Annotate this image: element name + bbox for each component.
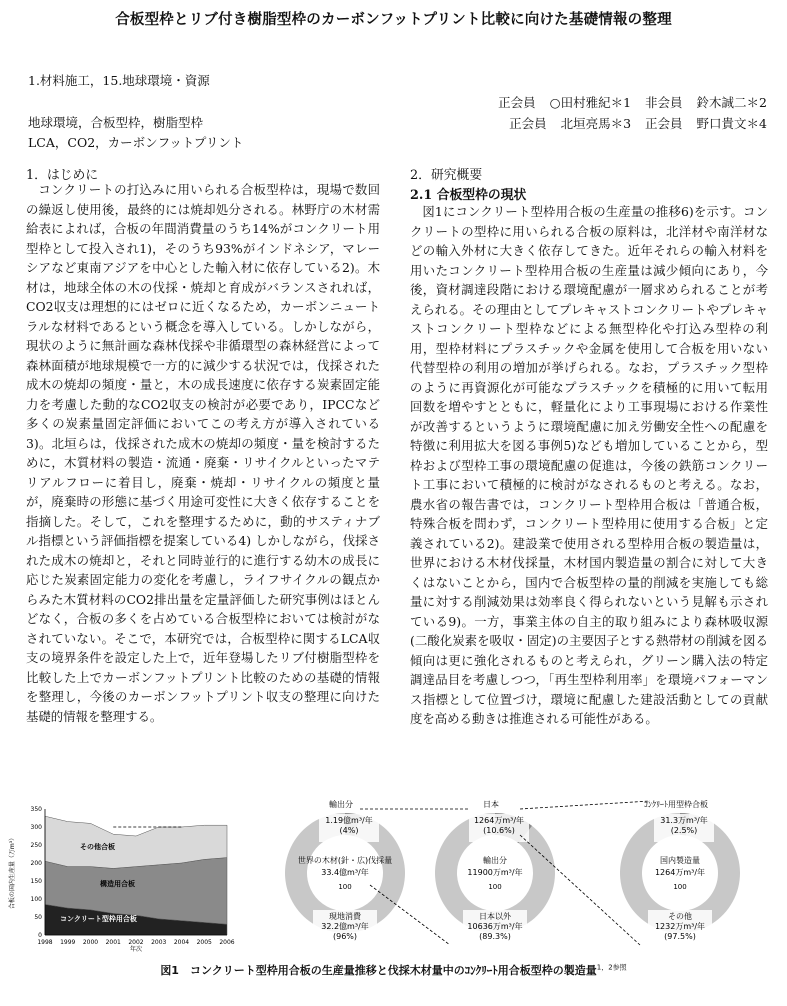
area-chart — [8, 806, 235, 953]
series-label: コンクリート型枠用合板 — [60, 915, 137, 923]
donut-slice-value: 1.19億m³/年 — [325, 816, 373, 825]
x-tick-label: 2001 — [105, 939, 121, 946]
y-tick-label: 150 — [30, 878, 42, 885]
section-2-heading: 2．研究概要 — [410, 168, 483, 183]
section-2-1-heading: 2.1 合板型枠の現状 — [410, 188, 527, 203]
donut-slice-pct: (97.5%) — [664, 932, 696, 941]
donut-slice-name: 日本 — [483, 800, 499, 809]
x-tick-label: 2000 — [82, 939, 99, 946]
donut-center-pct: 100 — [673, 883, 687, 891]
author-name: 野口貴文＊4 — [696, 116, 767, 131]
donut-slice-name: ｺﾝｸﾘｰﾄ用型枠合板 — [644, 800, 708, 809]
series-label: その他合板 — [80, 843, 115, 851]
donut-slice-value: 1264万m³/年 — [473, 816, 525, 825]
classification: 1.材料施工，15.地球環境・資源 — [28, 73, 210, 88]
donut-slice-value: 31.3万m³/年 — [660, 816, 708, 825]
figure-caption-ref: 1，2参照 — [596, 963, 627, 972]
section-2-paragraph: 図1にコンクリート型枠用合板の生産量の推移6)を示す。コンクリートの型枠に用いられる合板の原料は，北洋材や南洋材などの輸入外材に大きく依存してきた。近年それらの輸入材料を用いたコンクリート型枠用合板の生産量は減少傾向にあり，今後，資材調達段階における環境配慮が一層求められることが考えられる。その理由としてプレキャストコンクリートやプレキャストコンクリート型枠などによる無型枠化や打込み型枠の利用，型枠材料にプラスチックや金属を使用して合板を用いない代替型枠の利用の増加が挙げられる。なお，プラスチック型枠のように再資源化が可能なプラスチックを積極的に用いて転用回数を増やすとともに，軽量化により工事現場における作業性が改善するというように環境配慮に加え労働安全性への配慮を特徴に利用拡大を図る事例5)なども増加していることから，型枠および型枠工事の環境配慮の促進は，今後の鉄筋コンクリート工事において積極的に検討がなされるものと考える。なお，農水省の報告書では，コンクリート型枠用合板は「普通合板，特殊合板を問わず，コンクリート型枠用に使用する合板」と定義されている2)。建設業で使用される型枠用合板の製造量は，世界における木材伐採量，木材国内製造量の割合に対して大きくはないことから，国内で合板型枠の量的削減を実施しても総量に対する削減効果は効率良く得られないという見解も示されている9)。一方，事業主体の自主的取り組みにより森林吸収源(二酸化炭素を吸収・固定)の主要因子とする熱帯材の削減を図る傾向は更に強化されるものと考えられ，グリーン購入法の特定調達品目を考慮しつつ，「再生型枠利用率」を環境パフォーマンス指標として位置づけ，環境に配慮した建設活動としての貢献度を高める動きは推進される可能性がある。 — [410, 204, 768, 726]
author-role: 非会員 — [645, 95, 683, 110]
donut-center-value: 33.4億m³/年 — [321, 868, 369, 877]
donut-slice-pct: (96%) — [332, 932, 358, 941]
donut-center-value: 1264万m³/年 — [654, 868, 706, 877]
y-tick-label: 0 — [38, 932, 42, 939]
y-tick-label: 200 — [30, 860, 42, 867]
donut-slice-name: 現地消費 — [329, 912, 361, 921]
donut-slice-name: その他 — [668, 912, 692, 921]
x-axis-label: 年次 — [129, 946, 143, 953]
donut-center-value: 11900万m³/年 — [467, 868, 523, 877]
donut-slice-pct: (10.6%) — [483, 826, 515, 835]
donut-center-title: 国内製造量 — [660, 856, 700, 865]
section-2-body — [410, 202, 768, 729]
author-name: ○田村雅紀＊1 — [549, 95, 632, 110]
y-tick-label: 50 — [34, 914, 42, 921]
author-list — [498, 93, 767, 135]
donut-center-pct: 100 — [488, 883, 502, 891]
figure-caption — [0, 962, 787, 978]
author-row — [498, 114, 767, 135]
author-row — [498, 93, 767, 114]
author-role: 正会員 — [498, 95, 536, 110]
x-tick-label: 1998 — [37, 939, 53, 946]
x-tick-label: 2003 — [151, 939, 167, 946]
author-name: 鈴木誠二＊2 — [696, 95, 767, 110]
y-tick-label: 350 — [30, 806, 42, 813]
y-tick-label: 100 — [30, 896, 42, 903]
author-role: 正会員 — [645, 116, 683, 131]
x-tick-label: 2006 — [219, 939, 235, 946]
y-tick-label: 250 — [30, 842, 42, 849]
donut-slice-value: 1232万m³/年 — [654, 922, 706, 931]
section-1-paragraph: コンクリートの打込みに用いられる合板型枠は，現場で数回の繰返し使用後，最終的には焼却処分される。林野庁の木材需給表によれば，合板の年間消費量のうち14%がコンクリート用型枠として投入され1)，そのうち93%がインドネシア，マレーシアなど東南アジアを中心とした輸入材に依存している2)。木材は，地球全体の木の伐採・焼却と育成がバランスされれば，CO2収支は理想的にはゼロに近くなるため，カーボンニュートラルな材料であるという概念を導入している。しかしながら，現状のように無計画な森林伐採や非循環型の森林経営によって森林面積が地球規模で一方的に減少する状況では，伐採された成木の焼却の頻度・量と，木の成長速度に依存する炭素固定能力を考慮した動的なCO2収支の検討が必要であり，IPCCなど多くの炭素量固定評価においてこの考え方が導入されている3)。北垣らは，伐採された成木の焼却の頻度・量を検討するために，木質材料の製造・流通・廃棄・リサイクルといったマテリアルフローに着目し，廃棄・焼却・リサイクルの頻度と量が，廃棄時の形態に基づく用途可変性に大きく依存することを指摘した。そして，これを整理するために，動的サスティナブル指標という評価指標を提案している4) しかしながら，伐採された成木の焼却と，それと同時並行的に進行する幼木の成長に応じた炭素固定能力の変化を考慮し，ライフサイクルの観点からみた木質材料のCO2排出量を定量評価した研究事例はほとんどなく，合板の多くを占めている合板型枠においては検討がなされていない。そこで，本研究では，合板型枠に関するLCA収支の境界条件を設定した上で，近年登場したリブ付樹脂型枠を比較した上でカーボンフットプリント比較のための基礎的情報を整理し，今後のカーボンフットプリント収支の整理に向けた基礎的情報を整理する。 — [26, 182, 380, 724]
section-1-heading: 1．はじめに — [26, 168, 99, 183]
connector-line — [520, 801, 650, 809]
keywords-line-1: 地球環境，合板型枠，樹脂型枠 — [28, 115, 204, 130]
donut-slice-pct: (2.5%) — [670, 826, 698, 835]
x-tick-label: 2002 — [128, 939, 144, 946]
figure-1 — [0, 795, 787, 960]
donut-center-pct: 100 — [338, 883, 352, 891]
donut-slice-pct: (4%) — [339, 826, 359, 835]
donut-slice-value: 32.2億m³/年 — [321, 922, 369, 931]
y-tick-label: 300 — [30, 824, 42, 831]
donut-slice-name: 日本以外 — [479, 912, 511, 921]
donut-center-title: 輸出分 — [483, 856, 507, 865]
donut-center-title: 世界の木材(針・広)伐採量 — [297, 856, 393, 865]
series-label: 構造用合板 — [100, 880, 135, 888]
x-tick-label: 2004 — [173, 939, 190, 946]
donut-slice-value: 10636万m³/年 — [467, 922, 523, 931]
x-tick-label: 2005 — [196, 939, 212, 946]
donut-charts — [285, 799, 740, 945]
section-1-body — [26, 180, 380, 726]
paper-title: 合板型枠とリブ付き樹脂型枠のカーボンフットプリント比較に向けた基礎情報の整理 — [115, 12, 672, 28]
donut-slice-name: 輸出分 — [329, 800, 353, 809]
figure-caption-text: 図1 コンクリート型枠用合板の生産量推移と伐採木材量中のｺﾝｸﾘｰﾄ用合板型枠の製造量 — [160, 964, 597, 977]
donut-slice-pct: (89.3%) — [479, 932, 511, 941]
y-axis-label: 合板の国内生産量（万m³） — [9, 834, 16, 910]
author-role: 正会員 — [509, 116, 547, 131]
author-name: 北垣亮馬＊3 — [560, 116, 632, 131]
keywords-line-2: LCA，CO2，カーボンフットプリント — [28, 135, 244, 150]
x-tick-label: 1999 — [60, 939, 76, 946]
